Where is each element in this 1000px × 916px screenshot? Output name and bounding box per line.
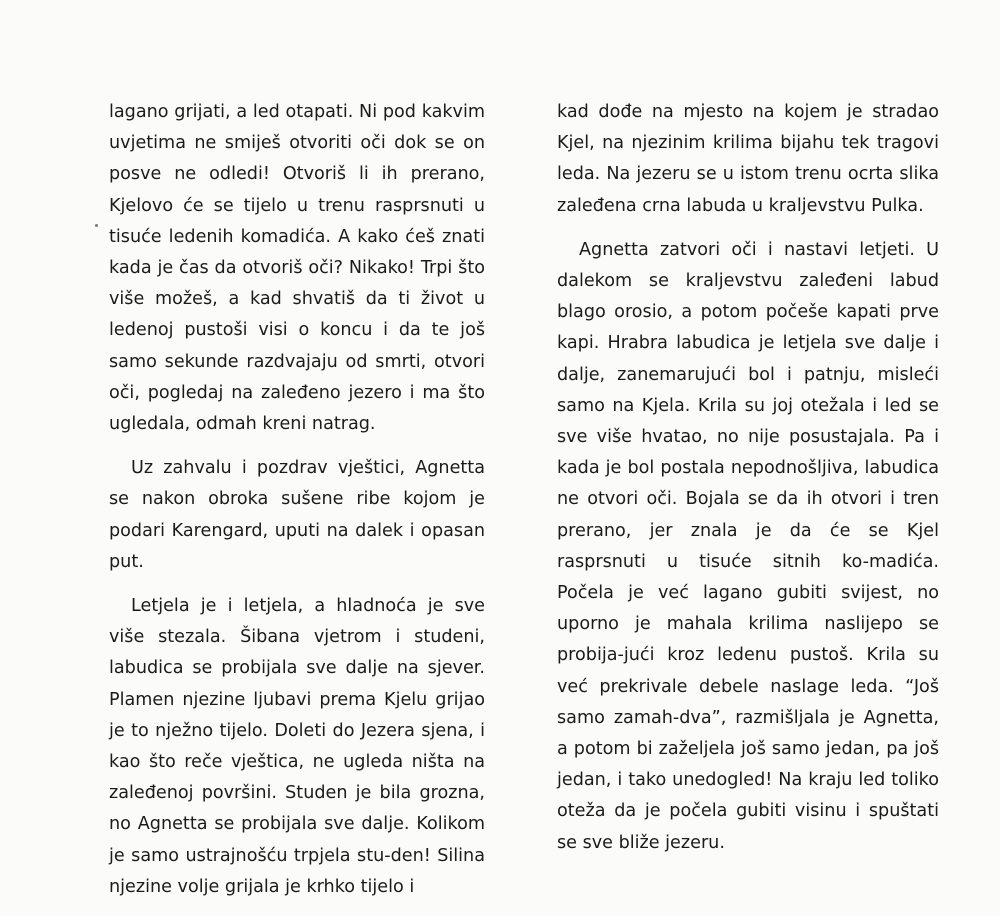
right-page-text: [557, 97, 939, 872]
paragraph: Uz zahvalu i pozdrav vještici, Agnetta se nakon obroka sušene ribe kojom je podari Karengard, uputi na dalek i opasan put.: [109, 458, 485, 572]
paragraph: Agnetta zatvori oči i nastavi letjeti. U dalekom se kraljevstvu zaleđeni labud blago orosio, a potom počeše kapati prve kapi. Hrabra labudica je letjela sve dalje i dalje, zanemarujući bol i patnju, misleći samo na Kjela. Krila su joj otežala i led se sve više hvatao, no nije posustajala. Pa i kada je bol postala nepodnošljiva, labudica ne otvori oči. Bojala se da ih otvori i tren prerano, jer znala je da će se Kjel rasprsnuti u tisuće sitnih ko-madića. Počela je već lagano gubiti svijest, no uporno je mahala krilima naslijepo se probija-jući kroz ledenu pustoš. Krila su već prekrivale debele naslage leda. “Još samo zamah-dva”, razmišljala je Agnetta, a potom bi zaželjela još samo jedan, pa još jedan, i tako unedogled! Na kraju led toliko oteža da je počela gubiti visinu i spuštati se sve bliže jezeru.: [557, 239, 939, 853]
paragraph: Letjela je i letjela, a hladnoća je sve više stezala. Šibana vjetrom i studeni, labudica se probijala sve dalje na sjever. Plamen njezine ljubavi prema Kjelu grijao je to nježno tijelo. Doleti do Jezera sjena, i kao što reče vještica, ne ugleda ništa na zaleđenoj površini. Studen je bila grozna, no Agnetta se probijala sve dalje. Kolikom je samo ustrajnošću trpjela stu-den! Silina njezine volje grijala je krhko tijelo i: [109, 596, 485, 897]
paragraph: lagano grijati, a led otapati. Ni pod kakvim uvjetima ne smiješ otvoriti oči dok se on posve ne odledi! Otvoriš li ih prerano, Kjelovo će se tijelo u trenu rasprsnuti u tisuće ledenih komadića. A kako ćeš znati kada je čas da otvoriš oči? Nikako! Trpi što više možeš, a kad shvatiš da ti život u ledenoj pustoši visi o koncu i da te još samo sekunde razdvajaju od smrti, otvori oči, pogledaj na zaleđeno jezero i ma što ugledala, odmah kreni natrag.: [109, 102, 485, 435]
paragraph: kad dođe na mjesto na kojem je stradao Kjel, na njezinim krilima bijahu tek tragovi leda. Na jezeru se u istom trenu ocrta slika zaleđena crna labuda u kraljevstvu Pulka.: [557, 102, 939, 216]
left-page-text: [109, 97, 485, 916]
margin-mark: [95, 224, 98, 227]
